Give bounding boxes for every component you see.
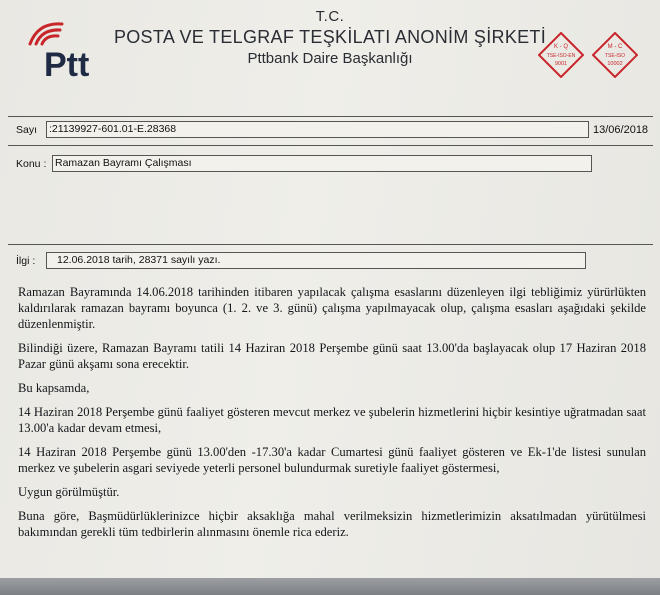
svg-text:TSE-ISO: TSE-ISO xyxy=(604,53,626,59)
svg-text:9001: 9001 xyxy=(554,61,568,67)
letter-body xyxy=(18,284,646,548)
paragraph: Bu kapsamda, xyxy=(18,381,90,395)
document-date: 13/06/2018 xyxy=(593,124,649,136)
ilgi-field: 12.06.2018 tarih, 28371 sayılı yazı. xyxy=(46,252,586,269)
svg-text:K - Q: K - Q xyxy=(553,44,569,50)
meta-divider-2 xyxy=(8,244,653,245)
monitor-bezel xyxy=(0,578,660,595)
paragraph: 14 Haziran 2018 Perşembe günü 13.00'den -17.30'a kadar Cumartesi günü faaliyet gösteren ve Ek-1'de listesi sunulan merkez ve şubelerin asgari seviyede yeterli personel bulundurmak suretiyle faaliyet göstermesi, xyxy=(18,445,646,475)
meta-divider-1 xyxy=(8,145,653,146)
logo-text: Ptt xyxy=(44,46,90,84)
paragraph: Bilindiği üzere, Ramazan Bayramı tatili 14 Haziran 2018 Perşembe günü saat 13.00'da başlayacak olup 17 Haziran 2018 Pazar günü akşamı sona erecektir. xyxy=(18,341,646,371)
letterhead xyxy=(0,0,660,115)
header-divider xyxy=(8,116,653,117)
svg-text:10002: 10002 xyxy=(607,61,623,67)
paragraph: Ramazan Bayramında 14.06.2018 tarihinden itibaren yapılacak çalışma esaslarını düzenleyen ilgi tebliğimiz yürürlükten kaldırılarak ramazan bayramı boyunca (1. 2. ve 3. günü) çalışma yapılmayacak olup, çalışma esasları aşağıdaki şekilde düzenlenmiştir. xyxy=(18,285,646,331)
svg-text:TSE-ISO-EN: TSE-ISO-EN xyxy=(546,53,576,59)
sayi-label: Sayı xyxy=(16,124,38,136)
paragraph: Buna göre, Başmüdürlüklerinizce hiçbir aksaklığa mahal verilmeksizin hizmetlerimizin aksatılmadan yürütülmesi bakımından gerekli tüm tedbirlerin alınmasını önemle rica ederiz. xyxy=(18,509,646,539)
sayi-field: :21139927-601.01-E.28368 xyxy=(46,121,589,138)
ptt-logo xyxy=(24,14,104,84)
svg-text:M - C: M - C xyxy=(607,44,623,50)
iso-9001-seal xyxy=(538,32,584,78)
org-name: POSTA VE TELGRAF TEŞKİLATI ANONİM ŞİRKETİ xyxy=(113,27,547,47)
paragraph: Uygun görülmüştür. xyxy=(18,485,120,499)
org-line-1: T.C. xyxy=(315,8,345,25)
konu-field: Ramazan Bayramı Çalışması xyxy=(52,155,592,172)
ilgi-label: İlgi : xyxy=(16,255,36,267)
konu-label: Konu : xyxy=(16,158,47,170)
iso-10002-seal xyxy=(592,32,638,78)
department-name: Pttbank Daire Başkanlığı xyxy=(247,50,413,67)
paragraph: 14 Haziran 2018 Perşembe günü faaliyet gösteren mevcut merkez ve şubelerin hizmetlerini hiçbir kesintiye uğratmadan saat 13.00'a kadar devam etmesi, xyxy=(18,405,646,435)
